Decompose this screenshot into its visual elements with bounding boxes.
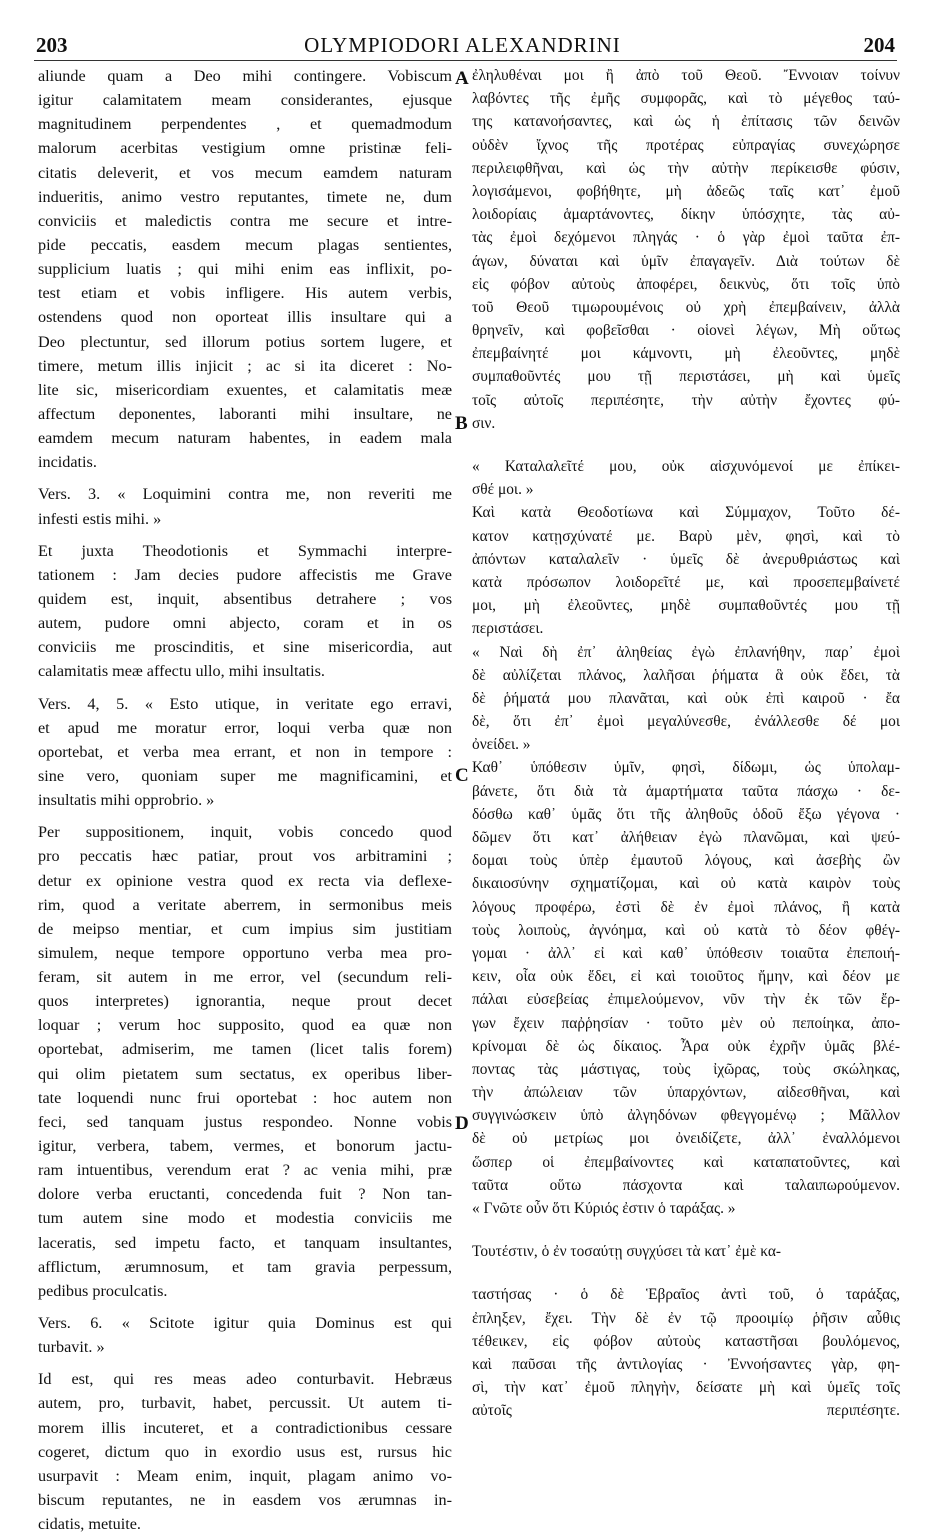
latin-line: morem illis incuteret, et a contradictionibus cessare xyxy=(38,1418,452,1437)
latin-line: malorum acerbitas vestigium omne pristinæ feli- xyxy=(38,139,452,158)
greek-line: δὲ αὐλίζεται πλάνος, λαλῆσαι ῥήματα ἃ οὐκ ἔδει, τὰ xyxy=(472,666,900,684)
greek-line: σιν. xyxy=(472,414,496,432)
latin-line: insultatis mihi opprobrio. » xyxy=(38,791,215,810)
greek-line: περιλειφθῆναι, καὶ ὡς τὴν αὐτὴν περίκεισθε φύσιν, xyxy=(472,159,900,177)
greek-line: κειν, οἷα οὐκ ἔδει, εἰ καὶ τοιοῦτος ἤμην, καὶ δέον με xyxy=(472,968,900,986)
greek-line: δὲ οὐ μετρίως μοι ὀνειδίζετε, ἀλλ᾽ ἐναλλόμενοι xyxy=(472,1130,900,1148)
latin-line: autem, pro, turbavit, habet, percussit. Ut autem ti- xyxy=(38,1394,452,1413)
greek-line: « Καταλαλεῖτέ μου, οὐκ αἰσχυνόμενοί με ἐπίκει- xyxy=(472,458,900,475)
greek-line: συμπαθοῦντές μου τῇ περιστάσει, μὴ καὶ ὑμεῖς xyxy=(472,368,900,386)
latin-line: test etiam et vobis infligere. His autem verbis, xyxy=(38,284,452,303)
latin-line: citatis deleverit, et vos mecum eamdem naturam xyxy=(38,163,452,182)
paragraph-gap xyxy=(472,1220,900,1240)
latin-line: infesti estis mihi. » xyxy=(38,509,162,528)
latin-line: laceratis, sed impetu facto, et tanquam insultantes, xyxy=(38,1233,452,1252)
latin-column xyxy=(38,64,452,1536)
margin-marker-a: A xyxy=(455,68,469,89)
paragraph-gap xyxy=(38,1303,452,1311)
greek-line: ταστήσας · ὁ δὲ Ἑβραῖος ἀντὶ τοῦ, ὁ ταράξας, xyxy=(472,1286,900,1304)
margin-marker-d: D xyxy=(455,1113,469,1134)
latin-line: oportebat, et verba mea errant, et non in tempore : xyxy=(38,742,452,761)
greek-line: ταῦτα οὕτω πάσχοντα καὶ ταλαιπωρούμενον. xyxy=(472,1176,900,1194)
latin-line: feram, sit autem in me error, vel (secundum reli- xyxy=(38,968,452,987)
greek-line: οὐδὲν ἴχνος τῆς προτέρας εὐπραγίας συνεχώρησε xyxy=(472,136,900,154)
latin-line: Vers. 3. « Loquimini contra me, non reveriti me xyxy=(38,485,452,504)
latin-line: pro peccatis hæc patiar, prout vos arbitramini ; xyxy=(38,847,452,866)
latin-line: qui olim pietatem sum sectatus, ex operibus liber- xyxy=(38,1064,452,1083)
greek-line: Καθ᾽ ὑπόθεσιν ὑμῖν, φησὶ, δίδωμι, ὡς ὑπολαμ- xyxy=(472,759,900,777)
greek-line: τὰς ἐμοὶ δεχόμενοι πληγάς · ὁ γὰρ ἐμοὶ ταῦτα ἐπ- xyxy=(472,229,900,247)
latin-line: supplicium luatis ; qui mihi enim eas inflixit, po- xyxy=(38,260,452,279)
greek-line: σὶ, τὴν κατ᾽ ἐμοῦ πληγὴν, δείσατε μὴ καὶ ὑμεῖς τοῖς xyxy=(472,1379,900,1397)
greek-line: ὥσπερ οἱ ἐπεμβαίνοντες καὶ καταπατοῦντες, καὶ xyxy=(472,1153,900,1171)
greek-line: ἀπόντων καταλαλεῖν · ὑμεῖς δὲ ἀνερυθριάστως καὶ xyxy=(472,550,900,568)
latin-line: igitur calamitatem meam considerantes, ejusque xyxy=(38,91,452,110)
latin-line: autem, pudore omni abjecto, coram et in os xyxy=(38,614,452,633)
latin-line: ostendens quod non oporteat illis insultare qui a xyxy=(38,308,452,327)
latin-line: oportebat, admiserim, me tamen (licet talis forem) xyxy=(38,1040,452,1059)
greek-line: Καὶ κατὰ Θεοδοτίωνα καὶ Σύμμαχον, Τοῦτο δέ- xyxy=(472,504,900,522)
latin-line: Deo plectuntur, sed illorum potius sortem lugere, et xyxy=(38,332,452,351)
greek-line: εἰς φόβον αὐτοὺς ἀποφέρει, δεικνὺς, ὅτι τοῖς ὑπὸ xyxy=(472,275,900,293)
latin-line: sine vero, quoniam super me magnificamini, et xyxy=(38,766,452,785)
greek-line: τοῖς αὐτοῖς περιπέσητε, τὴν αὐτὴν ἔχοντες φύ- xyxy=(472,391,900,409)
latin-line: cidatis, metuite. xyxy=(38,1515,141,1534)
greek-line: λογισάμενοι, φοβήθητε, μὴ ἀδεῶς ταῖς κατ᾽ ἐμοῦ xyxy=(472,182,900,200)
latin-line: Et juxta Theodotionis et Symmachi interpre- xyxy=(38,541,452,560)
greek-line: δομαι τοὺς ὑπὲρ ἐμαυτοῦ λόγους, καὶ ἀσεβὴς ὢν xyxy=(472,852,900,870)
greek-line: κατὰ πρόσωπον λοιδορεῖτέ με, καὶ προσεπεμβαίνετέ xyxy=(472,573,900,591)
latin-line: tate loquendi nunc frui oportebat : hoc autem non xyxy=(38,1088,452,1107)
latin-line: et apud me moratur error, loqui verba quæ non xyxy=(38,718,452,737)
greek-line: « Γνῶτε οὖν ὅτι Κύριός ἐστιν ὁ ταράξας. » xyxy=(472,1200,736,1217)
latin-line: aliunde quam a Deo mihi contingere. Vobiscum xyxy=(38,67,452,85)
paragraph-gap xyxy=(38,531,452,539)
latin-line: incidatis. xyxy=(38,453,97,472)
latin-line: eamdem mecum naturam habentes, in eadem mala xyxy=(38,429,452,448)
greek-line: τοὺς λοιποὺς, ἀγνόημα, καὶ οὐ κατὰ τὸ δέον φθέγ- xyxy=(472,921,900,939)
latin-line: ram intuentibus, verendum erat ? ac venia mihi, præ xyxy=(38,1161,452,1180)
latin-line: cogeret, dictum quo in exordio usus est, rursus hic xyxy=(38,1442,452,1461)
page-number-left: 203 xyxy=(36,33,68,57)
greek-line: ἐπεμβαίνητέ μοι κάμνοντι, μὴ ἐλεοῦντες, μηδὲ xyxy=(472,345,900,363)
latin-line: feci, sed tanquam justus respondeo. Nonne vobis xyxy=(38,1112,452,1131)
greek-line: δικαιοσύνην σχηματίζομαι, καὶ οὐ κατὰ καιρὸν τοὺς xyxy=(472,875,900,893)
latin-line: pedibus proculcatis. xyxy=(38,1281,168,1300)
latin-line: detur ex opinione vestra quod ex recta via deflexe- xyxy=(38,871,452,890)
greek-line: τέθεικεν, εἰς φόβον αὐτοὺς καταστῆσαι βουλόμενος, xyxy=(472,1332,900,1350)
greek-line: βάνετε, ὅτι διὰ τὰ ἁμαρτήματα ταῦτα πάσχω · δε- xyxy=(472,782,900,800)
greek-line: δῶμεν ὅτι κατ᾽ ἀλήθειαν ἐγὼ πλανῶμαι, καὶ ψεύ- xyxy=(472,829,900,846)
margin-marker-c: C xyxy=(455,765,469,786)
running-title: OLYMPIODORI ALEXANDRINI xyxy=(304,33,621,57)
greek-line: κατον κατῃσχύνατέ με. Βαρὺ μὲν, φησὶ, καὶ τὸ xyxy=(472,527,900,545)
latin-line: magnitudinem perpendentes , et quemadmodum xyxy=(38,115,452,134)
greek-line: ἐληλυθέναι μοι ἢ ἀπὸ τοῦ Θεοῦ. Ἔννοιαν τοίνυν xyxy=(472,67,900,84)
greek-line: θρηνεῖν, καὶ φοβεῖσθαι · οἱονεὶ λέγων, Μὴ οὕτως xyxy=(472,322,900,340)
latin-line: biscum reputantes, ne in easdem vos ærumnas in- xyxy=(38,1491,452,1510)
greek-line: καὶ παῦσαι τῆς ἀντιλογίας · Ἐννοήσαντες γὰρ, φη- xyxy=(472,1355,900,1373)
greek-line: ἐπληξεν, ἔχει. Τὴν δὲ ἐν τῷ προοιμίῳ ῥῆσιν αὖθις xyxy=(472,1309,900,1327)
latin-line: usurpavit : Meam enim, inquit, plagam animo vo- xyxy=(38,1466,452,1485)
latin-line: lite sic, misericordiam exuentes, et calamitatis meæ xyxy=(38,380,452,399)
greek-line: Τουτέστιν, ὁ ἐν τοσαύτῃ συγχύσει τὰ κατ᾽ ἐμὲ κα- xyxy=(472,1243,782,1261)
latin-line: rim, quod a veritate aberrem, in sermonibus meis xyxy=(38,895,452,914)
greek-line: τὴν ἀπώλειαν τῶν ὑπαρχόντων, αἰδεσθῆναι, καὶ xyxy=(472,1084,900,1102)
paragraph-gap xyxy=(38,684,452,692)
latin-line: Vers. 6. « Scitote igitur quia Dominus est qui xyxy=(38,1314,452,1333)
page-header xyxy=(0,33,925,59)
latin-line: simulem, neque tempore opportuno verba mea pro- xyxy=(38,943,452,962)
greek-line: της κατανοήσαντες, καὶ ὡς ἡ ἐπίτασις τῶν δεινῶν xyxy=(472,113,900,131)
latin-line: quos interpretes) ignorantia, neque prout decet xyxy=(38,992,452,1011)
greek-line: λοιδορίαις ἁμαρτάνοντες, δίκην ὑπόσχητε, τὰς αὐ- xyxy=(472,206,900,224)
latin-line: quidem est, inquit, absentibus detrahere ; vos xyxy=(38,589,452,608)
greek-line: ὀνείδει. » xyxy=(472,736,531,754)
latin-line: conviciis et maledictis contra me secure et intre- xyxy=(38,211,452,230)
paragraph-gap xyxy=(38,1359,452,1367)
latin-line: tationem : Jam decies pudore affecistis me Grave xyxy=(38,565,452,584)
latin-line: tum autem sine modo et modestia conviciis me xyxy=(38,1209,452,1228)
latin-line: turbavit. » xyxy=(38,1338,105,1357)
paragraph-gap xyxy=(472,435,900,455)
latin-line: affectum deponentes, laboranti mihi insultare, ne xyxy=(38,404,452,423)
greek-line: λόγους προφέρω, ἐστὶ δὲ ἐν ἐμοὶ πλάνος, ἢ κατὰ xyxy=(472,898,900,916)
page-number-right: 204 xyxy=(863,33,895,57)
latin-line: conviciis me proscinditis, et sine misericordia, aut xyxy=(38,638,452,657)
paragraph-gap xyxy=(472,1263,900,1283)
greek-column xyxy=(472,64,900,1423)
greek-line: αὐτοῖς περιπέσητε. xyxy=(472,1402,900,1420)
greek-line: πάλαι εὐσεβείας ἐπιμελούμενον, νῦν τὴν ἐκ τῶν ἔρ- xyxy=(472,991,900,1009)
greek-line: τοῦ Θεοῦ τιμωρουμένοις οὐ χρὴ ἐπεμβαίνειν, ἀλλὰ xyxy=(472,298,900,316)
latin-line: de meipso mentiar, et cum impius sim justitiam xyxy=(38,919,452,938)
greek-line: σθέ μοι. » xyxy=(472,481,534,499)
greek-line: άγων, δύναται καὶ ὑμῖν ἐπαγαγεῖν. Διὰ τούτων δὲ xyxy=(472,252,900,270)
greek-line: « Ναὶ δὴ ἐπ᾽ ἀληθείας ἐγὼ ἐπλανήθην, παρ᾽ ἐμοὶ xyxy=(472,643,900,661)
latin-line: afflictum, ærumnosum, et tam gravia perpessum, xyxy=(38,1257,452,1276)
latin-line: igitur, verbera, tabem, vermes, et bonorum jactu- xyxy=(38,1137,452,1156)
latin-line: indueritis, animo vestro reputantes, timete ne, dum xyxy=(38,187,452,206)
paragraph-gap xyxy=(38,812,452,820)
latin-line: dolore verba eructanti, concedenda fuit ? Non tan- xyxy=(38,1185,452,1204)
margin-marker-b: B xyxy=(455,413,468,434)
greek-line: δὲ ῥήματά μου πλανᾶται, καὶ οὐκ ἐπὶ καιροῦ · ἔα xyxy=(472,689,900,707)
paragraph-gap xyxy=(38,474,452,482)
greek-line: λαβόντες τῆς ἐμῆς συμφορᾶς, καὶ τὸ μέγεθος ταύ- xyxy=(472,90,900,108)
latin-line: Id est, qui res meas adeo conturbavit. Hebræus xyxy=(38,1370,452,1389)
latin-line: Vers. 4, 5. « Esto utique, in veritate ego erravi, xyxy=(38,694,452,713)
latin-line: pide peccatis, easdem mecum plagas sentientes, xyxy=(38,235,452,254)
greek-line: ποντας τὰς μάστιγας, τοὺς ἰχῶρας, τοὺς σκώληκας, xyxy=(472,1060,900,1078)
latin-line: calamitatis meæ affectu ullo, mihi insultatis. xyxy=(38,662,325,681)
greek-line: δόσθω καθ᾽ ὑμᾶς ὅτι τῆς ἀληθοῦς ὁδοῦ ἔξω γέγονα · xyxy=(472,805,900,823)
greek-line: συγγινώσκειν ὑπὸ ἀλγηδόνων φθεγγομένῳ ; Μᾶλλον xyxy=(472,1107,900,1125)
latin-line: timere, metum illis injicit ; ac si ita diceret : No- xyxy=(38,356,452,375)
greek-line: γων ἔχειν παῤῥησίαν · τοῦτο μὲν οὐ πεποίηκα, ἀπο- xyxy=(472,1014,900,1032)
greek-line: μοι, μὴ ἐλεοῦντες, μηδὲ συμπαθοῦντές μου τῇ xyxy=(472,597,900,615)
greek-line: περιστάσει. xyxy=(472,620,544,638)
latin-line: Per suppositionem, inquit, vobis concedo quod xyxy=(38,823,452,842)
greek-line: δὲ, ὅτι ἐπ᾽ ἐμοὶ μεγαλύνεσθε, ἐνάλλεσθε δέ μοι xyxy=(472,713,900,731)
greek-line: γομαι · ἀλλ᾽ εἰ καὶ καθ᾽ ὑπόθεσιν τοιαῦτα ἐπεποιή- xyxy=(472,944,900,962)
greek-line: κρίνομαι δὲ ὡς δίκαιος. Ἆρα οὐκ ἐχρῆν ὑμᾶς βλέ- xyxy=(472,1037,900,1055)
header-rule xyxy=(34,60,897,61)
latin-line: loquar ; verum hoc supposito, quod ea quæ non xyxy=(38,1016,452,1035)
